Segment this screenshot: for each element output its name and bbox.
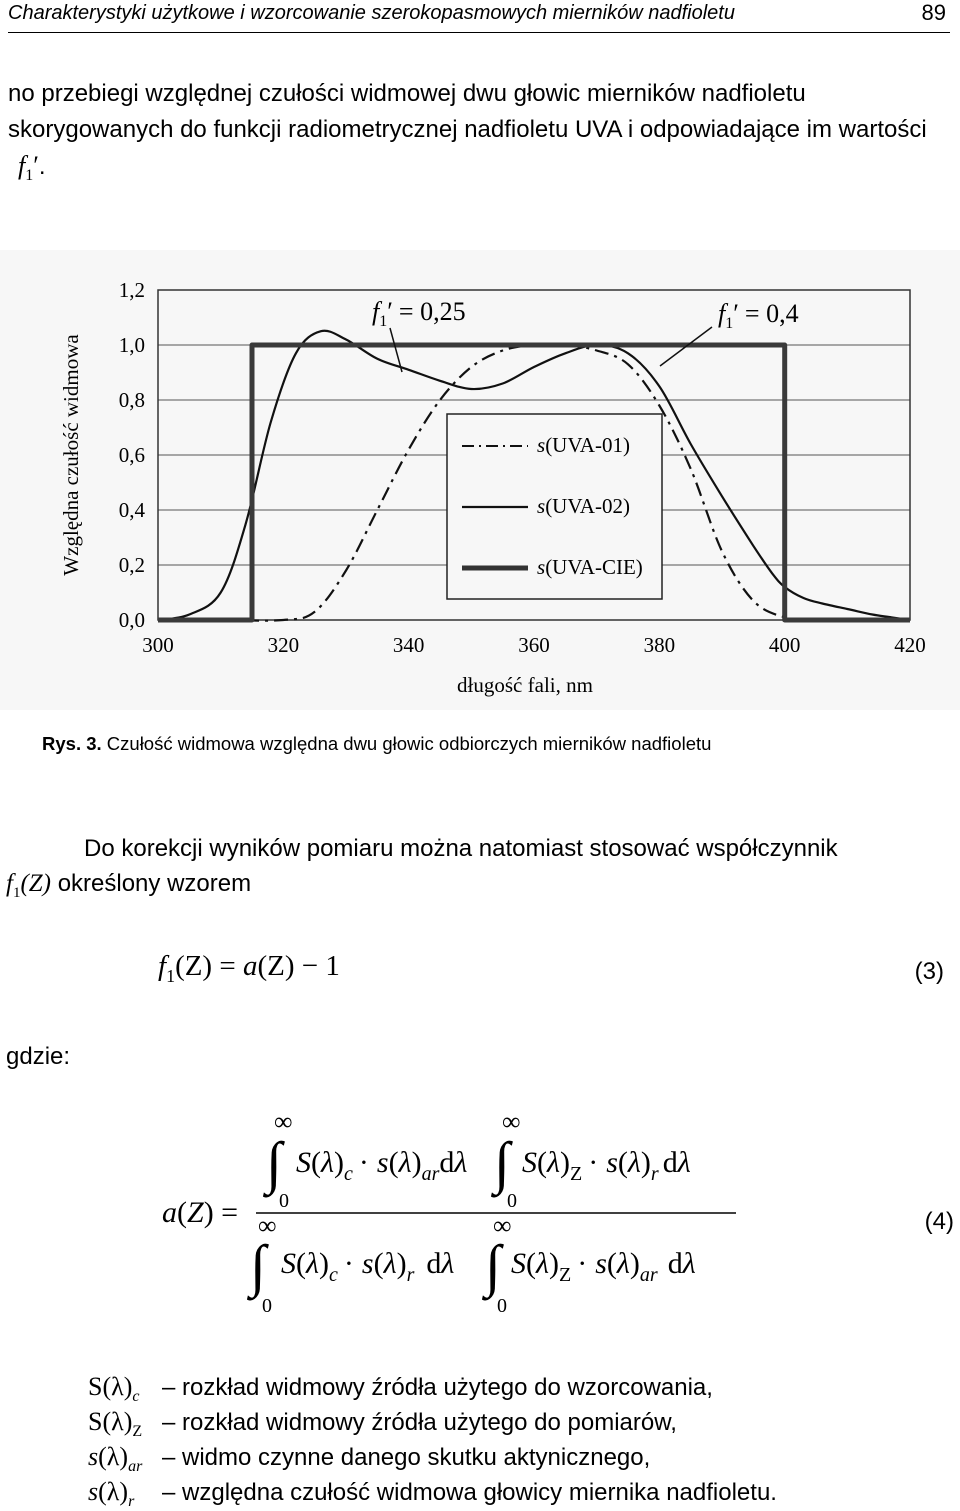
y-tick-label: 0,4 xyxy=(118,498,145,522)
header-rule xyxy=(8,32,950,33)
y-axis-label: Względna czułość widmowa xyxy=(59,334,83,576)
x-tick-label: 300 xyxy=(142,633,174,657)
eq4-den-term2: $S(\lambda)_Z \cdot s(\lambda)_{ar}$ dλ xyxy=(511,1247,696,1286)
eq4-num-int2: ∫ xyxy=(494,1130,510,1195)
eq4-num-int2-upper: ∞ xyxy=(502,1107,521,1136)
x-tick-label: 360 xyxy=(518,633,550,657)
intro-symbol: $f_1'$ xyxy=(18,151,39,185)
page-number: 89 xyxy=(921,0,946,25)
definition-sr: $s(\lambda)_r$ – względna czułość widmowa głowicy miernika nadfioletu. xyxy=(88,1477,777,1511)
para2-line1: Do korekcji wyników pomiaru można natomiast stosować współczynnik xyxy=(84,835,838,862)
equation-3: $f_1(Z) = a(Z) - 1$ xyxy=(158,950,340,986)
y-tick-label: 1,2 xyxy=(118,278,145,302)
eq4-den-term1: $S(\lambda)_c \cdot s(\lambda)_r$ dλ xyxy=(281,1247,455,1286)
eq4-den-int2-upper: ∞ xyxy=(493,1211,512,1240)
x-tick-label: 340 xyxy=(392,633,425,657)
legend-label-cie: s(UVA-CIE) xyxy=(537,555,643,579)
para2-symbol: $f_1(Z)$ xyxy=(6,870,52,901)
eq4-num-int1-upper: ∞ xyxy=(274,1107,293,1136)
y-tick-label: 0,2 xyxy=(118,553,145,577)
eq4-den-int2: ∫ xyxy=(485,1233,501,1298)
definition-SZ: $S(\lambda)_Z$ – rozkład widmowy źródła użytego do pomiarów, xyxy=(88,1407,677,1441)
equation-4-number: (4) xyxy=(924,1208,954,1235)
eq4-num-term2: $S(\lambda)_Z \cdot s(\lambda)_r$ dλ xyxy=(522,1146,691,1185)
intro-end: . xyxy=(38,153,46,180)
y-tick-label: 0,8 xyxy=(118,388,145,412)
eq4-num-term1: $S(\lambda)_c \cdot s(\lambda)_{ar}d\lambda$ xyxy=(296,1146,468,1185)
equation-4 xyxy=(0,1100,960,1330)
y-tick-label: 0,6 xyxy=(118,443,145,467)
definition-sar: $s(\lambda)_{ar}$ – widmo czynne danego skutku aktynicznego, xyxy=(88,1442,651,1476)
spectral-sensitivity-chart xyxy=(0,250,960,710)
x-tick-label: 380 xyxy=(643,633,676,657)
eq4-den-int2-lower: 0 xyxy=(497,1295,507,1317)
legend-label-uva01: s(UVA-01) xyxy=(537,433,630,457)
legend-label-uva02: s(UVA-02) xyxy=(537,494,630,518)
x-tick-label: 400 xyxy=(768,633,801,657)
caption-text: Czułość widmowa względna dwu głowic odbiorczych mierników nadfioletu xyxy=(106,733,712,754)
x-axis-label: długość fali, nm xyxy=(457,673,593,697)
intro-paragraph xyxy=(8,76,953,194)
para2-rest: określony wzorem xyxy=(57,870,252,897)
annotation-f1-025: $f_1' = 0,25$ xyxy=(372,297,466,330)
gdzie-label: gdzie: xyxy=(6,1043,71,1070)
eq4-num-int1: ∫ xyxy=(266,1130,282,1195)
x-tick-label: 320 xyxy=(267,633,300,657)
definition-Sc: $S(\lambda)_c$ – rozkład widmowy źródła użytego do wzorcowania, xyxy=(88,1372,713,1406)
equation-3-number: (3) xyxy=(914,958,944,985)
annotation-f1-04: $f_1' = 0,4$ xyxy=(718,299,799,332)
eq4-num-int2-lower: 0 xyxy=(507,1190,517,1212)
eq4-den-int1: ∫ xyxy=(250,1233,266,1298)
intro-text: no przebiegi względnej czułości widmowej dwu głowic mierników nadfioletu skorygowanych do funkcji radiometrycznej nadfioletu UVA i odpowiadające im wartości xyxy=(8,80,927,143)
y-tick-label: 1,0 xyxy=(118,333,145,357)
eq4-den-int1-lower: 0 xyxy=(262,1295,272,1317)
caption-label: Rys. 3. xyxy=(42,733,102,754)
y-tick-label: 0,0 xyxy=(118,608,145,632)
eq4-lhs: a(Z) = xyxy=(162,1196,239,1229)
para2-line2 xyxy=(6,870,251,902)
eq4-num-int1-lower: 0 xyxy=(279,1190,289,1212)
figure-caption xyxy=(42,733,711,755)
eq4-den-int1-upper: ∞ xyxy=(258,1211,277,1240)
running-title: Charakterystyki użytkowe i wzorcowanie szerokopasmowych mierników nadfioletu xyxy=(8,2,735,24)
x-tick-label: 420 xyxy=(894,633,926,657)
